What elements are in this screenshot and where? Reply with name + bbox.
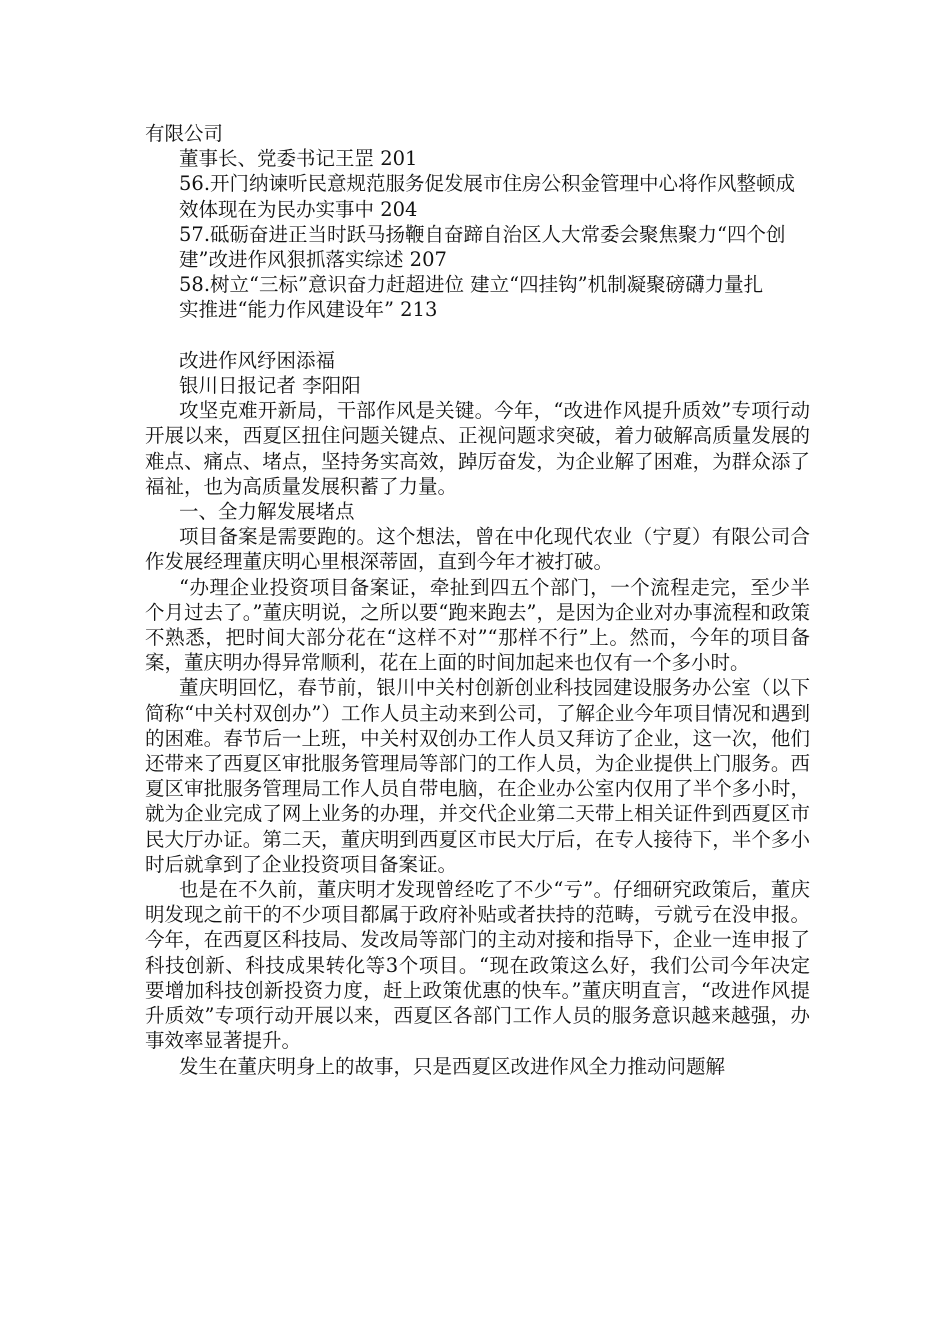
toc-entry-58-continuation: 实推进“能力作风建设年” 213 — [179, 298, 438, 322]
toc-entry-56-title: 56.开门纳谏听民意规范服务促发展市住房公积金管理中心将作风整顿成 — [179, 172, 796, 196]
paragraph: 董庆明回忆，春节前，银川中关村创新创业科技园建设服务办公室（以下简称“中关村双创办”）工作人员主动来到公司，了解企业今年项目情况和遇到的困难。春节后一上班，中关村双创办工作人员又拜访了企业，这一次，他们还带来了西夏区审批服务管理局等部门的工作人员，为企业提供上门服务。西夏区审批服务管理局工作人员自带电脑，在企业办公室内仅用了半个多小时，就为企业完成了网上业务的办理，并交代企业第二天带上相关证件到西夏区市民大厅办证。第二天，董庆明到西夏区市民大厅后，在专人接待下，半个多小时后就拿到了企业投资项目备案证。 — [145, 676, 810, 876]
paragraph: “办理企业投资项目备案证，牵扯到四五个部门，一个流程走完，至少半个月过去了。”董庆明说，之所以要“跑来跑去”，是因为企业对办事流程和政策不熟悉，把时间大部分花在“这样不对”“那样不行”上。然而，今年的项目备案，董庆明办得异常顺利，花在上面的时间加起来也仅有一个多小时。 — [145, 575, 810, 675]
toc-entry-57-continuation: 建”改进作风狠抓落实综述 207 — [179, 248, 447, 272]
paragraph-intro: 攻坚克难开新局，干部作风是关键。今年，“改进作风提升质效”专项行动开展以来，西夏区扭住问题关键点、正视问题求突破，着力破解高质量发展的难点、痛点、堵点，坚持务实高效，踔厉奋发，为企业解了困难，为群众添了福祉，也为高质量发展积蓄了力量。 — [145, 399, 810, 498]
toc-line: 董事长、党委书记王罡 201 — [179, 147, 418, 171]
toc-entry-58-title: 58.树立“三标”意识奋力赶超进位 建立“四挂钩”机制凝聚磅礴力量扎 — [179, 273, 764, 297]
paragraph: 也是在不久前，董庆明才发现曾经吃了不少“亏”。仔细研究政策后，董庆明发现之前干的不少项目都属于政府补贴或者扶持的范畴，亏就亏在没申报。今年，在西夏区科技局、发改局等部门的主动对接和指导下，企业一连申报了科技创新、科技成果转化等3个项目。“现在政策这么好，我们公司今年决定要增加科技创新投资力度，赶上政策优惠的快车。”董庆明直言，“改进作风提升质效”专项行动开展以来，西夏区各部门工作人员的服务意识越来越强，办事效率显著提升。 — [145, 878, 810, 1053]
article-byline: 银川日报记者 李阳阳 — [179, 374, 361, 398]
section-gap — [145, 323, 810, 348]
paragraph: 发生在董庆明身上的故事，只是西夏区改进作风全力推动问题解 — [179, 1054, 726, 1078]
toc-entry-56-continuation: 效体现在为民办实事中 204 — [179, 197, 418, 221]
section-heading: 一、全力解发展堵点 — [179, 500, 355, 524]
toc-entry-57-title: 57.砥砺奋进正当时跃马扬鞭自奋蹄自治区人大常委会聚焦聚力“四个创 — [179, 222, 786, 246]
document-page — [145, 121, 810, 1079]
toc-line: 有限公司 — [145, 122, 224, 145]
article-title: 改进作风纾困添福 — [179, 348, 336, 372]
paragraph: 项目备案是需要跑的。这个想法，曾在中化现代农业（宁夏）有限公司合作发展经理董庆明心里根深蒂固，直到今年才被打破。 — [145, 525, 810, 574]
